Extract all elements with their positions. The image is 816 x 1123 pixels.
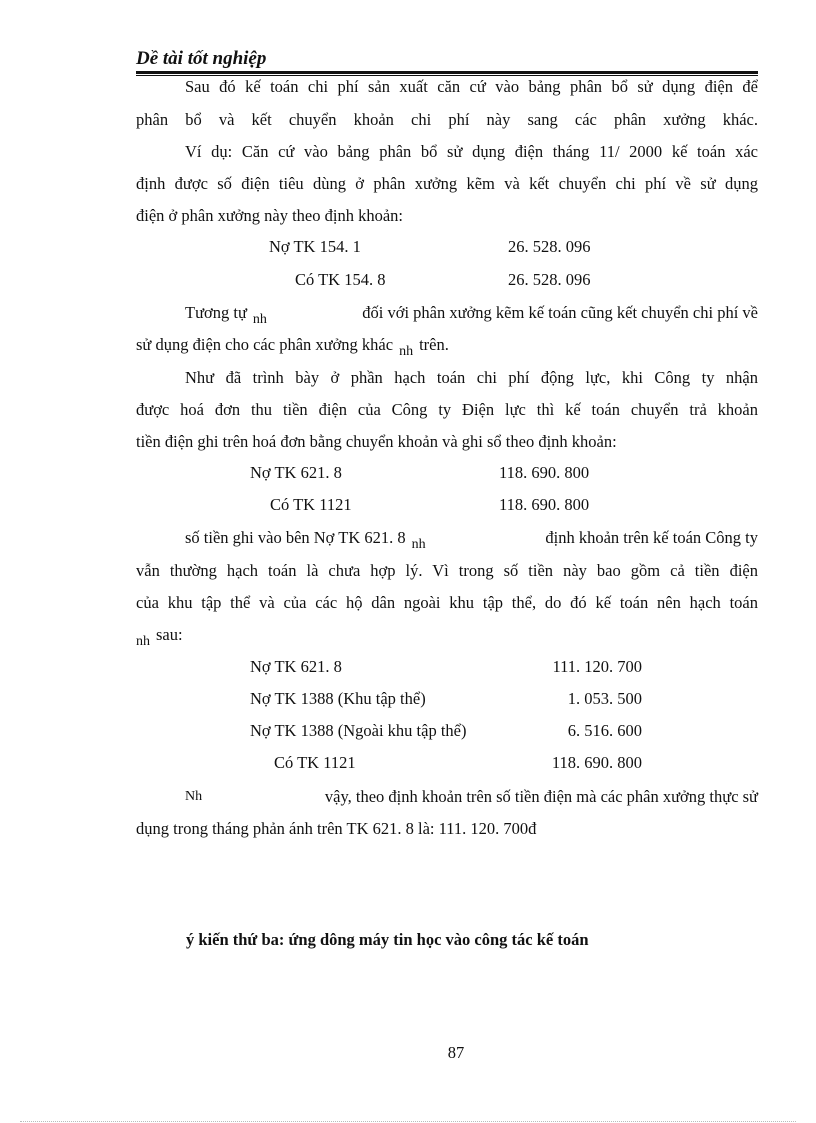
entry-label: Nợ TK 621. 8 — [250, 657, 342, 676]
entry-amount: 1. 053. 500 — [567, 689, 642, 708]
entry-label: Nợ TK 1388 (Khu tập thể) — [250, 689, 426, 708]
entry-label: Nợ TK 154. 1 — [269, 237, 361, 256]
paragraph-line — [136, 625, 183, 652]
entry-label: Có TK 1121 — [270, 495, 352, 514]
header-rule-thick — [136, 71, 758, 74]
page-number: 87 — [447, 1043, 465, 1062]
paragraph-line — [136, 335, 449, 362]
entry-label: Có TK 1121 — [274, 753, 356, 772]
subscript-fragment: Nh — [185, 789, 203, 804]
entry-amount: 118. 690. 800 — [499, 463, 590, 482]
paragraph-line — [185, 787, 758, 807]
text-segment: Tương tự — [185, 303, 247, 322]
paragraph-line — [185, 528, 758, 555]
paragraph-line: Sau đó kế toán chi phí sản xuất căn cứ vào bảng phân bổ sử dụng điện để — [185, 77, 758, 96]
paragraph-line: tiền điện ghi trên hoá đơn bằng chuyển khoản và ghi sổ theo định khoản: — [136, 432, 617, 451]
paragraph-line: của khu tập thể và của các hộ dân ngoài khu tập thể, do đó kế toán nên hạch toán — [136, 593, 758, 612]
paragraph-line: định được số điện tiêu dùng ở phân xưởng kẽm và kết chuyển chi phí về sử dụng — [136, 174, 758, 193]
subscript-fragment: nh — [136, 634, 150, 649]
paragraph-line — [185, 303, 758, 330]
paragraph-line: điện ở phân xưởng này theo định khoản: — [136, 206, 403, 225]
paragraph-line: dụng trong tháng phản ánh trên TK 621. 8 là: 111. 120. 700đ — [136, 819, 537, 838]
text-segment: số tiền ghi vào bên Nợ TK 621. 8 — [185, 528, 406, 547]
entry-amount: 26. 528. 096 — [508, 237, 591, 256]
text-segment: sử dụng điện cho các phân xưởng khác — [136, 335, 394, 354]
paragraph-line: Như đã trình bày ở phần hạch toán chi phí động lực, khi Công ty nhận — [185, 368, 758, 387]
paragraph-line: vẫn thường hạch toán là chưa hợp lý. Vì trong số tiền này bao gồm cả tiền điện — [136, 561, 758, 580]
text-segment: sau: — [156, 625, 183, 644]
entry-amount: 118. 690. 800 — [551, 753, 642, 772]
text-segment: trên. — [419, 335, 449, 354]
entry-label: Nợ TK 621. 8 — [250, 463, 342, 482]
text-segment: vậy, theo định khoản trên số tiền điện mà các phân xưởng thực sử — [324, 787, 758, 806]
paragraph-line: Ví dụ: Căn cứ vào bảng phân bổ sử dụng điện tháng 11/ 2000 kế toán xác — [185, 142, 758, 161]
text-segment: đối với phân xưởng kẽm kế toán cũng kết chuyển chi phí về — [362, 303, 758, 322]
header-title: Dề tài tốt nghiệp — [136, 48, 267, 69]
text-segment: định khoản trên kế toán Công ty — [545, 528, 758, 547]
entry-label: Có TK 154. 8 — [295, 270, 386, 289]
header-rule-thin — [136, 75, 758, 76]
entry-label: Nợ TK 1388 (Ngoài khu tập thể) — [250, 721, 467, 740]
entry-amount: 111. 120. 700 — [552, 657, 642, 676]
section-heading: ý kiến thứ ba: ứng dông máy tin học vào công tác kế toán — [186, 930, 589, 949]
subscript-fragment: nh — [399, 344, 414, 359]
page-bottom-border — [20, 1121, 796, 1122]
entry-amount: 26. 528. 096 — [508, 270, 591, 289]
entry-amount: 6. 516. 600 — [567, 721, 642, 740]
paragraph-line: phân bổ và kết chuyển khoản chi phí này sang các phân xưởng khác. — [136, 110, 758, 129]
subscript-fragment: nh — [411, 537, 426, 552]
entry-amount: 118. 690. 800 — [499, 495, 590, 514]
paragraph-line: được hoá đơn thu tiền điện của Công ty Điện lực thì kế toán chuyển trả khoản — [136, 400, 758, 419]
subscript-fragment: nh — [252, 312, 267, 327]
